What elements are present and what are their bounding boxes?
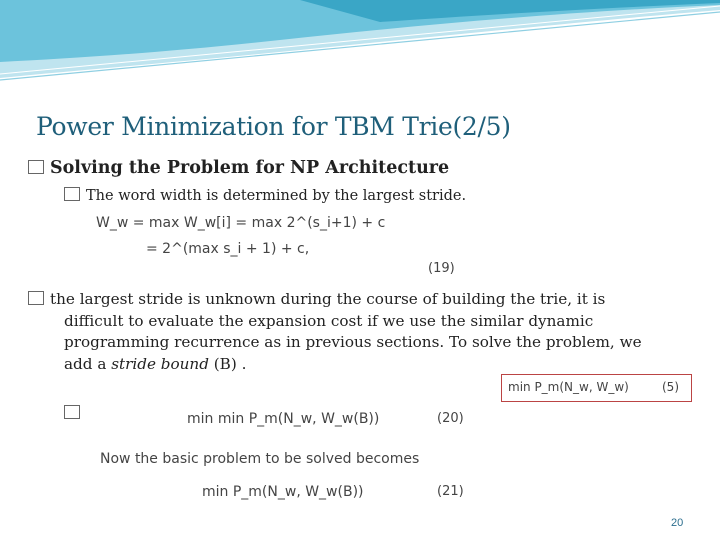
bullet-level2 [64, 187, 466, 204]
bullet-level1 [28, 158, 449, 178]
eq-text: Now the basic problem to be solved becomes [100, 451, 420, 467]
body-paragraph [28, 289, 668, 375]
page-number: 20 [671, 517, 684, 529]
eq19-number: (19) [428, 261, 455, 276]
header-wave-decoration [0, 0, 720, 90]
bullet2-text: The word width is determined by the largest stride. [86, 188, 467, 204]
eq19-line2: = 2^(max s_i + 1) + c, [146, 241, 310, 257]
bullet-box-icon [28, 291, 44, 305]
bullet1-text: Solving the Problem for NP Architecture [50, 158, 450, 178]
eq20: min min P_m(N_w, W_w(B)) [187, 411, 380, 427]
eq20-number: (20) [437, 411, 464, 426]
eq5-number: (5) [662, 380, 679, 394]
bullet-level2-eq [64, 405, 86, 422]
para-line-3: programming recurrence as in previous sections. To solve the problem, we [64, 333, 642, 351]
slide-title: Power Minimization for TBM Trie(2/5) [36, 112, 511, 141]
equation-5-box [501, 374, 692, 402]
para-line-4: add a stride bound (B) . [64, 354, 247, 373]
para-line-2: difficult to evaluate the expansion cost if we use the similar dynamic [64, 311, 594, 330]
para-line-1: the largest stride is unknown during the course of building the trie, it is [50, 290, 606, 308]
eq5: min P_m(N_w, W_w) [508, 380, 629, 394]
equation-19-image [88, 207, 468, 280]
equation-20-21-image [92, 405, 476, 510]
bullet-box-icon [64, 187, 80, 201]
eq19-line1: W_w = max W_w[i] = max 2^(s_i+1) + c [96, 215, 386, 231]
bullet-box-icon [64, 405, 80, 419]
eq21-number: (21) [437, 484, 464, 499]
eq21: min P_m(N_w, W_w(B)) [202, 484, 364, 500]
bullet-box-icon [28, 160, 44, 174]
